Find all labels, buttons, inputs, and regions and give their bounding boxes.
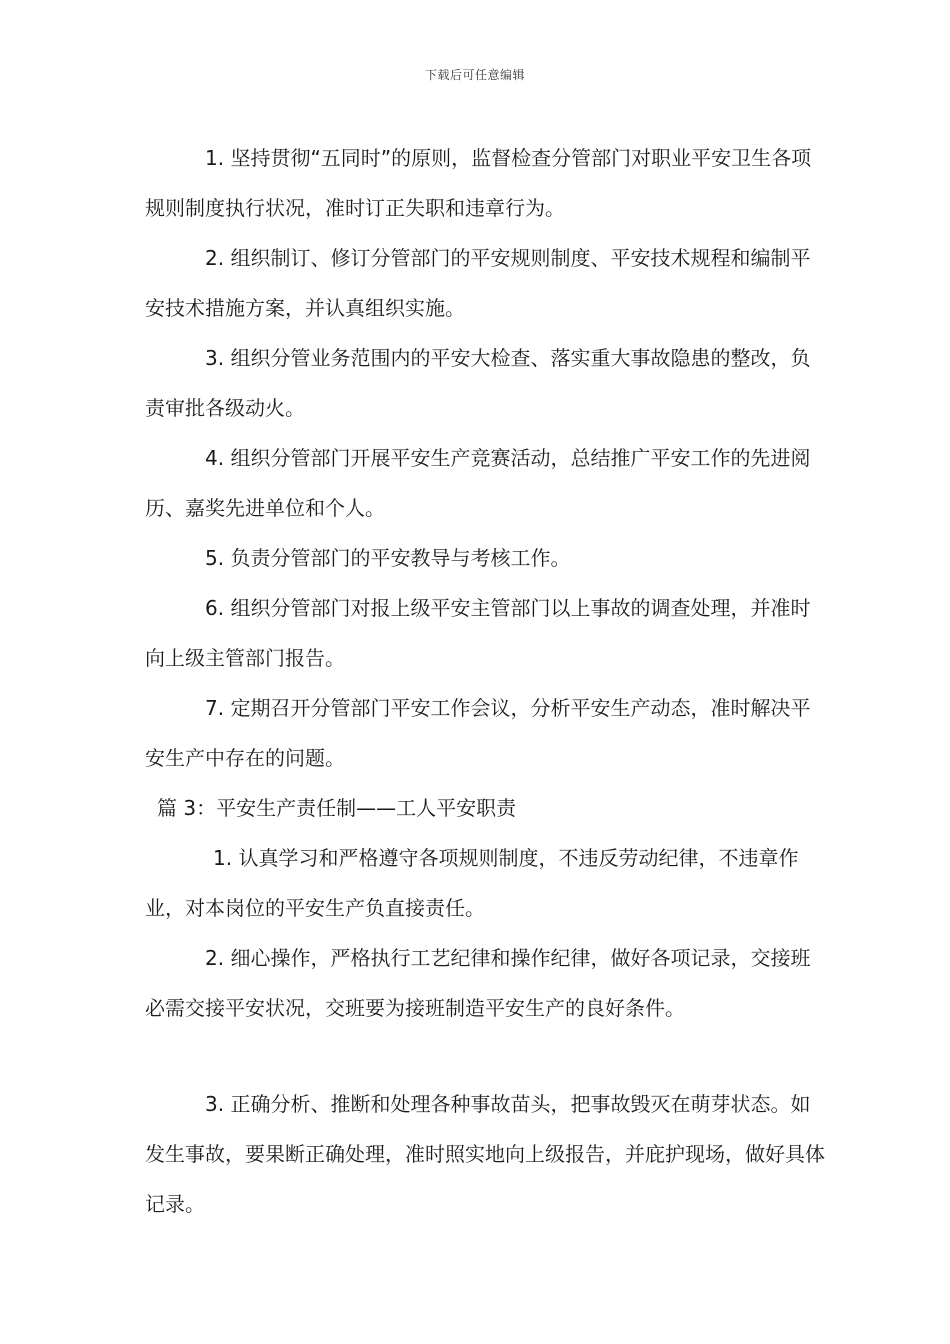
- header-note: 下载后可任意编辑: [424, 68, 525, 82]
- paragraph-item: 5. 负责分管部门的平安教导与考核工作。: [205, 546, 571, 570]
- paragraph-item: 3. 正确分析、推断和处理各种事故苗头，把事故毁灭在萌芽状态。如发生事故，要果断正确处理，准时照实地向上级报告，并庇护现场，做好具体记录。: [145, 1092, 825, 1216]
- paragraph-item: 6. 组织分管部门对报上级平安主管部门以上事故的调查处理，并准时向上级主管部门报告。: [145, 596, 811, 670]
- paragraph-item: 1. 坚持贯彻“五同时”的原则，监督检查分管部门对职业平安卫生各项规则制度执行状况，准时订正失职和违章行为。: [145, 146, 812, 220]
- paragraph-item: 7. 定期召开分管部门平安工作会议，分析平安生产动态，准时解决平安生产中存在的问题。: [145, 696, 811, 770]
- document-body: [145, 133, 825, 1229]
- paragraph-item: 2. 细心操作，严格执行工艺纪律和操作纪律，做好各项记录，交接班必需交接平安状况，交班要为接班制造平安生产的良好条件。: [145, 946, 811, 1020]
- paragraph-item: 3. 组织分管业务范围内的平安大检查、落实重大事故隐患的整改，负责审批各级动火。: [145, 346, 811, 420]
- section-title: 篇 3：平安生产责任制——工人平安职责: [157, 796, 517, 820]
- paragraph-item: 4. 组织分管部门开展平安生产竞赛活动，总结推广平安工作的先进阅历、嘉奖先进单位和个人。: [145, 446, 811, 520]
- paragraph-item: 1. 认真学习和严格遵守各项规则制度，不违反劳动纪律，不违章作业，对本岗位的平安生产负直接责任。: [145, 846, 799, 920]
- paragraph-spacer: [145, 1033, 825, 1079]
- paragraph-item: 2. 组织制订、修订分管部门的平安规则制度、平安技术规程和编制平安技术措施方案，并认真组织实施。: [145, 246, 811, 320]
